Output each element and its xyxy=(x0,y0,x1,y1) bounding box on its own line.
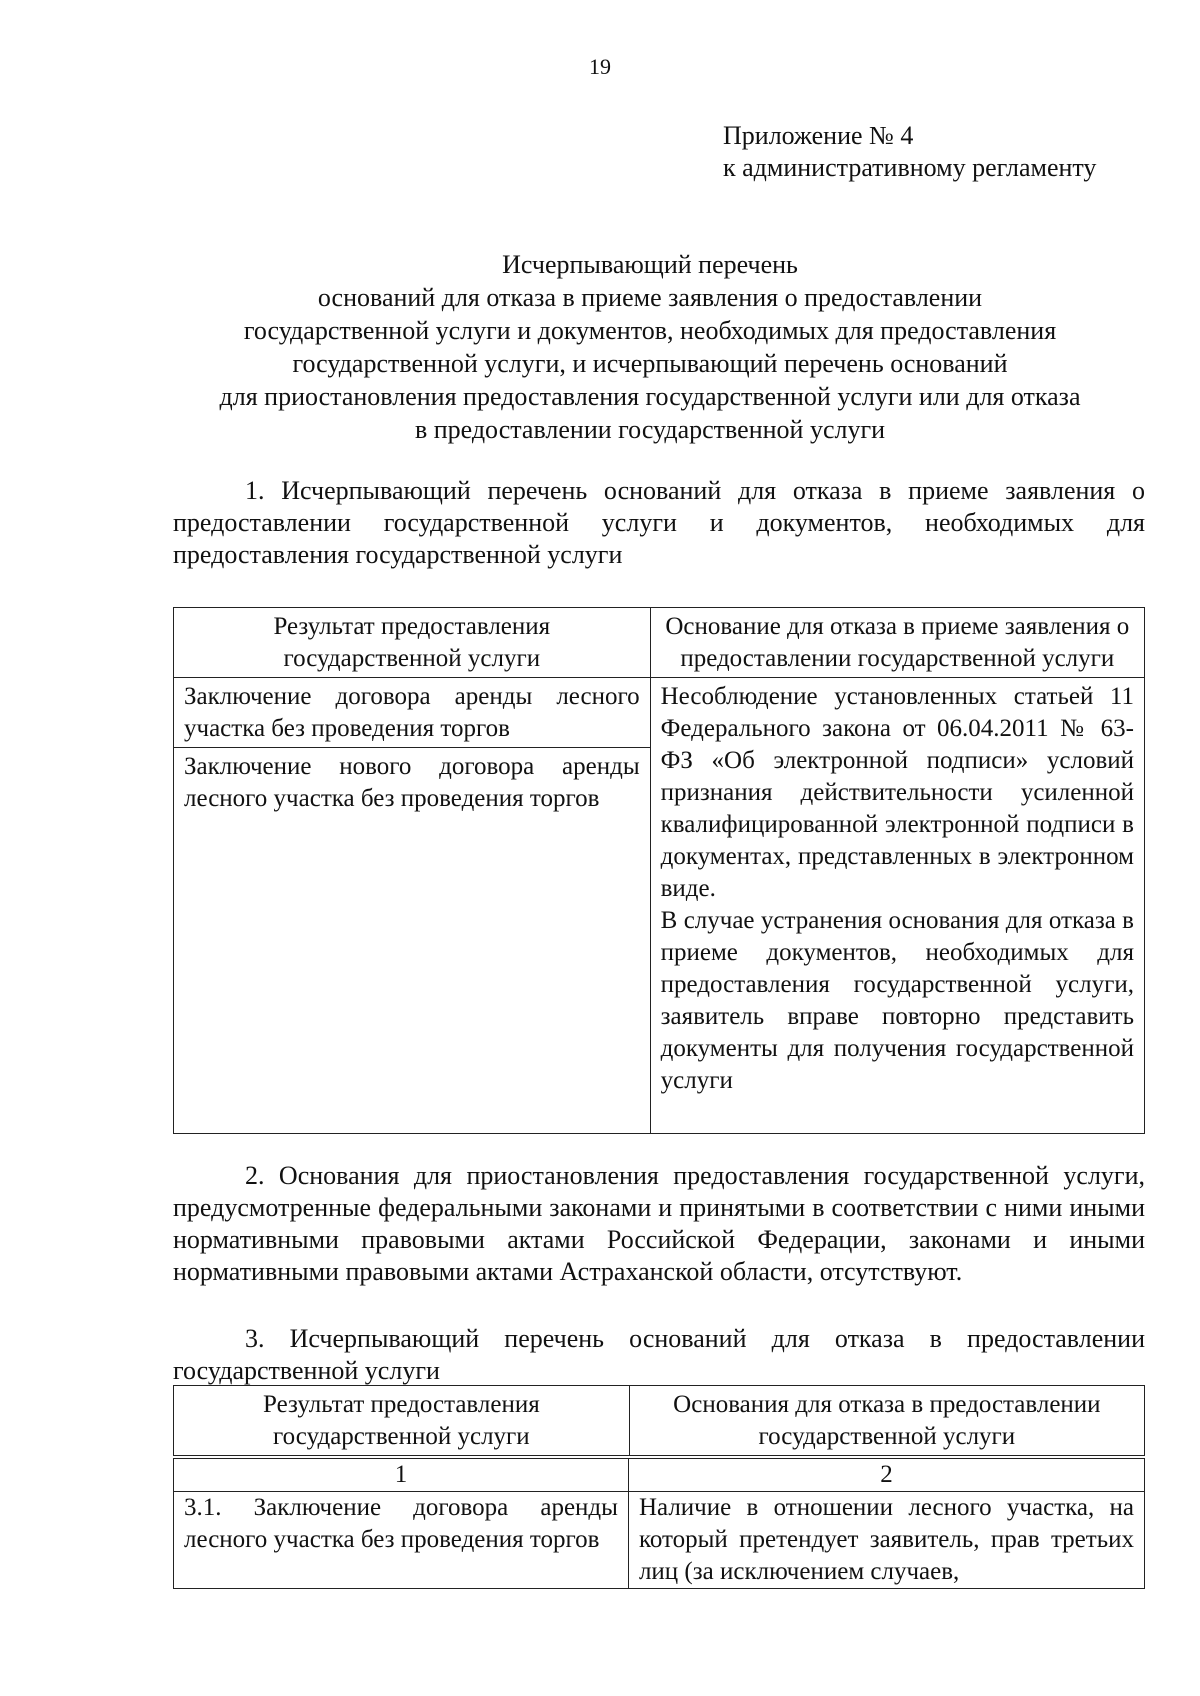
appendix-header xyxy=(723,120,1096,184)
reason-paragraph-2: В случае устранения основания для отказа в приеме документов, необходимых для предоставления государственной услуги, заявитель вправе повторно представить документы для получения государственной услуги xyxy=(660,907,1134,1094)
table-header-result: Результат предоставления государственной услуги xyxy=(174,608,651,678)
table-cell-reason: Наличие в отношении лесного участка, на который претендует заявитель, прав третьих лиц (за исключением случаев, xyxy=(628,1492,1144,1589)
table-refusal-header xyxy=(173,1385,1145,1456)
table-cell-result-2: Заключение нового договора аренды лесного участка без проведения торгов xyxy=(174,748,651,1134)
document-title xyxy=(150,248,1150,446)
table-cell-reason xyxy=(650,678,1144,1134)
table-header-reason: Основание для отказа в приеме заявления о предоставлении государственной услуги xyxy=(650,608,1144,678)
appendix-line-2: к административному регламенту xyxy=(723,153,1097,182)
title-line-6: в предоставлении государственной услуги xyxy=(414,415,886,444)
table-header-row xyxy=(174,608,1145,678)
table-cell-result-1: Заключение договора аренды лесного участка без проведения торгов xyxy=(174,678,651,748)
title-line-5: для приостановления предоставления государственной услуги или для отказа xyxy=(219,382,1081,411)
table-header-row xyxy=(174,1386,1145,1456)
table-number-row xyxy=(174,1459,1145,1492)
table-row xyxy=(174,1492,1145,1589)
table-refusal-of-acceptance xyxy=(173,607,1145,1134)
section-1-paragraph: 1. Исчерпывающий перечень оснований для отказа в приеме заявления о предоставлении государственной услуги и документов, необходимых для предоставления государственной услуги xyxy=(173,476,1145,569)
column-number-1: 1 xyxy=(174,1459,629,1492)
appendix-line-1: Приложение № 4 xyxy=(723,121,914,150)
title-line-3: государственной услуги и документов, необходимых для предоставления xyxy=(243,316,1057,345)
table-header-reason: Основания для отказа в предоставлении государственной услуги xyxy=(629,1386,1144,1456)
column-number-2: 2 xyxy=(628,1459,1144,1492)
title-line-4: государственной услуги, и исчерпывающий перечень оснований xyxy=(292,349,1008,378)
table-row xyxy=(174,678,1145,748)
title-line-1: Исчерпывающий перечень xyxy=(502,250,798,279)
title-line-2: оснований для отказа в приеме заявления о предоставлении xyxy=(317,283,983,312)
reason-paragraph-1: Несоблюдение установленных статьей 11 Федерального закона от 06.04.2011 № 63-ФЗ «Об электронной подписи» условий признания действительности усиленной квалифицированной электронной подписи в документах, представленных в электронном виде. xyxy=(660,683,1134,902)
table-refusal-of-service xyxy=(173,1458,1145,1589)
section-2-paragraph: 2. Основания для приостановления предоставления государственной услуги, предусмотренные федеральными законами и принятыми в соответствии с ними иными нормативными правовыми актами Российской Федерации, законами и иными нормативными правовыми актами Астраханской области, отсутствуют. xyxy=(173,1161,1145,1286)
page-number: 19 xyxy=(589,54,611,79)
section-3-paragraph: 3. Исчерпывающий перечень оснований для отказа в предоставлении государственной услуги xyxy=(173,1324,1145,1385)
table-cell-result: 3.1. Заключение договора аренды лесного участка без проведения торгов xyxy=(174,1492,629,1589)
table-header-result: Результат предоставления государственной услуги xyxy=(174,1386,630,1456)
